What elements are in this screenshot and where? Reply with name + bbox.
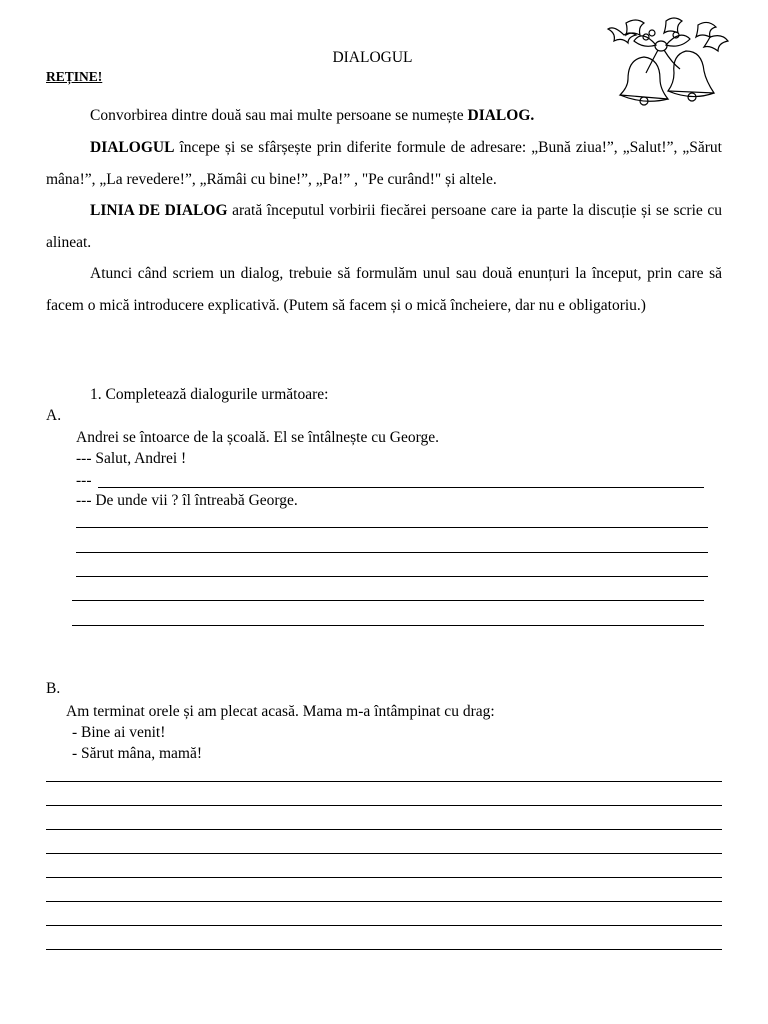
p2-text: începe și se sfârșește prin diferite formule de adresare: „Bună ziua!”, „Salut!”, „Sărut mâna!”, „La revedere!”, „Rămâi cu bine!”, „Pa!” , "Pe curând!" și altele. [46, 139, 722, 188]
p3-text: arată începutul vorbirii fiecărei persoane care ia parte la discuție și se scrie cu alineat. [46, 202, 722, 251]
retine-heading: REȚINE! [46, 69, 103, 84]
section-a-context: Andrei se întoarce de la școală. El se întâlnește cu George. [76, 429, 439, 446]
writing-line[interactable] [46, 853, 722, 854]
p1-text: Convorbirea dintre două sau mai multe persoane se numește [90, 107, 468, 124]
christmas-bells-icon [606, 15, 731, 107]
intro-paragraph-1 [46, 100, 722, 132]
writing-line[interactable] [46, 949, 722, 950]
p4-text: Atunci când scriem un dialog, trebuie să formulăm unul sau două enunțuri la început, prin care să facem o mică introducere explicativă. (Putem să facem și o mică încheiere, dar nu e obligatoriu.) [46, 265, 722, 314]
p3-bold: LINIA DE DIALOG [90, 202, 228, 219]
section-b-label: B. [46, 680, 61, 697]
writing-line[interactable] [72, 625, 704, 626]
writing-line[interactable] [46, 781, 722, 782]
writing-line[interactable] [46, 877, 722, 878]
p1-bold: DIALOG. [467, 107, 535, 124]
writing-line[interactable] [72, 600, 704, 601]
section-a-line-3: --- De unde vii ? îl întreabă George. [76, 492, 298, 509]
intro-paragraph-4 [46, 258, 722, 321]
writing-line[interactable] [46, 805, 722, 806]
dialog-dash: --- [76, 472, 92, 489]
writing-line[interactable] [76, 527, 708, 528]
section-a-label: A. [46, 407, 62, 424]
writing-line[interactable] [46, 925, 722, 926]
writing-line[interactable] [46, 829, 722, 830]
intro-paragraph-2 [46, 132, 722, 195]
exercise-instruction: 1. Completează dialogurile următoare: [90, 386, 329, 403]
answer-rule [98, 487, 704, 488]
intro-paragraph-3 [46, 195, 722, 258]
writing-line[interactable] [76, 576, 708, 577]
section-b-line-1: - Bine ai venit! [72, 724, 166, 741]
section-b-line-2: - Sărut mâna, mamă! [72, 745, 202, 762]
section-a-line-1: --- Salut, Andrei ! [76, 450, 187, 467]
section-b-context: Am terminat orele și am plecat acasă. Mama m-a întâmpinat cu drag: [66, 703, 495, 720]
writing-line[interactable] [76, 552, 708, 553]
p2-bold: DIALOGUL [90, 139, 175, 156]
section-a-answer-line[interactable] [76, 472, 704, 490]
writing-line[interactable] [46, 901, 722, 902]
page-title: DIALOGUL [332, 49, 413, 66]
